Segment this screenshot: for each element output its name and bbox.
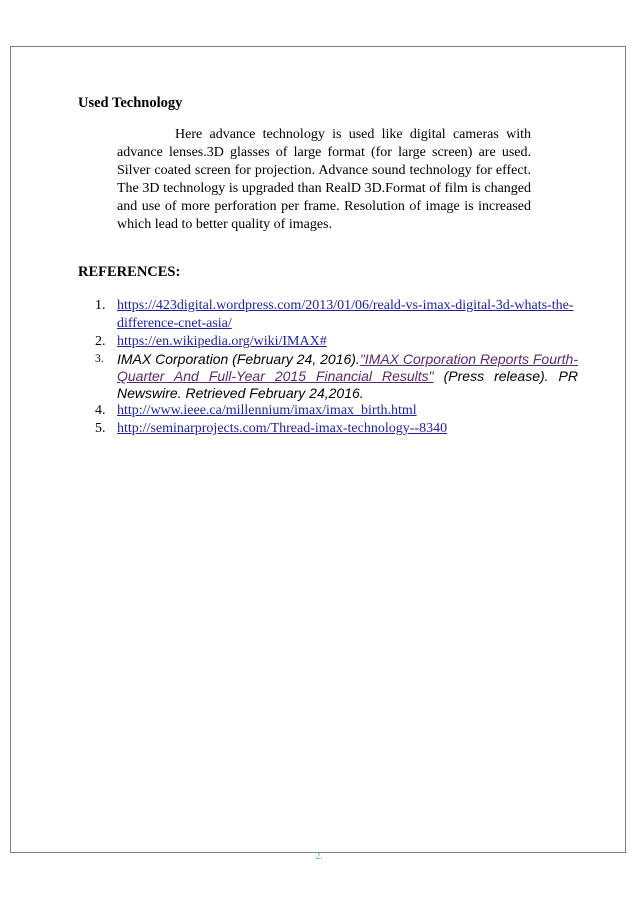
reference-citation-text: IMAX Corporation (February 24, 2016). <box>117 351 360 367</box>
reference-number: 2. <box>95 334 106 349</box>
reference-link-4[interactable]: http://www.ieee.ca/millennium/imax/imax_birth.html <box>117 403 417 418</box>
reference-number: 5. <box>95 421 106 436</box>
reference-link-3[interactable]: "IMAX Corporation Reports Fourth-Quarter And Full-Year 2015 Financial Results" <box>117 351 578 384</box>
section-heading: Used Technology <box>78 95 183 111</box>
body-paragraph: Here advance technology is used like digital cameras with advance lenses.3D glasses of large format (for large screen) are used. Silver coated screen for projection. Advance sound technology for effect. The 3D technology is upgraded than RealD 3D.Format of film is changed and use of more perforation per frame. Resolution of image is increased which lead to better quality of images. <box>117 127 531 232</box>
reference-item-5 <box>95 420 585 438</box>
reference-item-1 <box>95 297 585 333</box>
page-number: 2. <box>315 851 323 862</box>
reference-citation-suffix: (Press release). PR Newswire. Retrieved February 24,2016. <box>117 368 578 401</box>
reference-item-3 <box>95 351 578 402</box>
reference-number: 4. <box>95 403 106 418</box>
reference-number: 3. <box>95 353 104 365</box>
reference-item-2 <box>95 333 585 351</box>
reference-link-2[interactable]: https://en.wikipedia.org/wiki/IMAX# <box>117 334 327 349</box>
references-heading: REFERENCES: <box>78 264 181 280</box>
reference-link-5[interactable]: http://seminarprojects.com/Thread-imax-technology--8340 <box>117 421 448 436</box>
reference-list <box>95 297 585 438</box>
reference-link-1[interactable]: https://423digital.wordpress.com/2013/01/06/reald-vs-imax-digital-3d-whats-the-difference-cnet-asia/ <box>117 298 574 331</box>
reference-item-4 <box>95 402 585 420</box>
reference-number: 1. <box>95 298 106 313</box>
